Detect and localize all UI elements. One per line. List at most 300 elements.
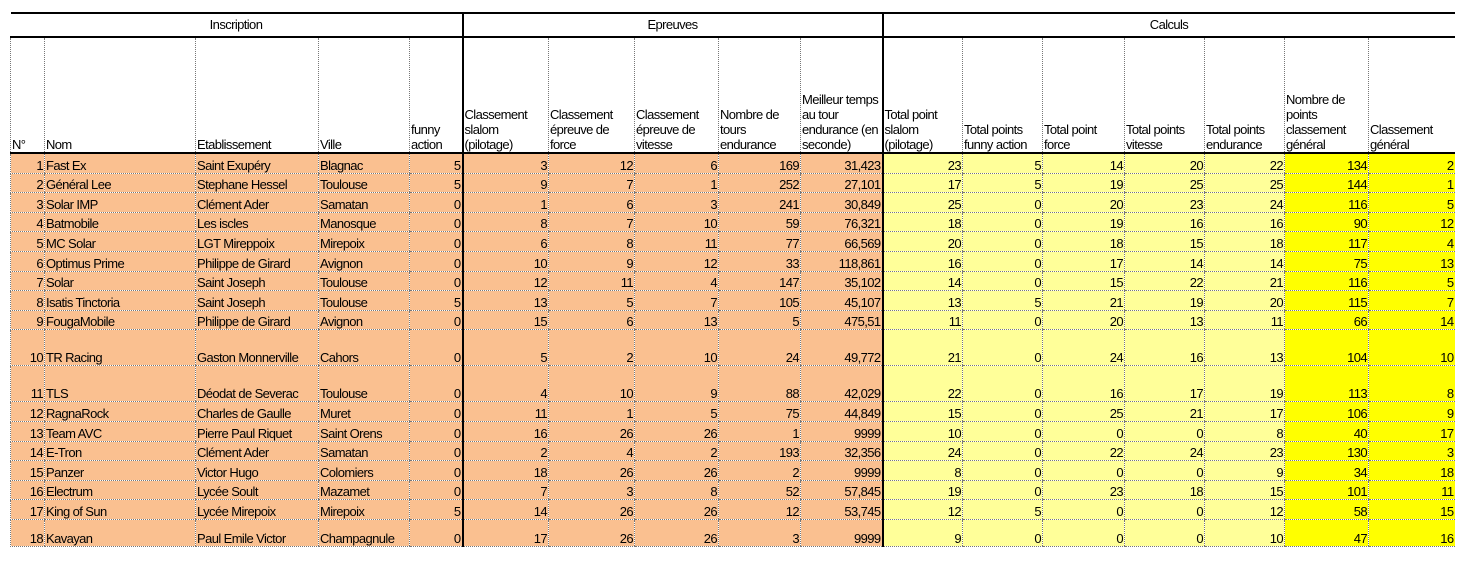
endurance-laps-cell[interactable]: 77 bbox=[719, 232, 801, 252]
speed-points-cell[interactable]: 16 bbox=[1125, 330, 1205, 366]
total-points-cell[interactable]: 66 bbox=[1285, 310, 1369, 330]
team-name-cell[interactable]: Fast Ex bbox=[45, 153, 196, 173]
slalom-points-cell[interactable]: 17 bbox=[883, 173, 963, 193]
speed-points-cell[interactable]: 25 bbox=[1125, 173, 1205, 193]
endurance-laps-cell[interactable]: 75 bbox=[719, 402, 801, 422]
funny-action-points-cell[interactable]: 0 bbox=[963, 193, 1043, 213]
funny-action-points-cell[interactable]: 0 bbox=[963, 461, 1043, 481]
endurance-laps-cell[interactable]: 12 bbox=[719, 500, 801, 520]
force-points-cell[interactable]: 23 bbox=[1043, 480, 1125, 500]
funny-action-cell[interactable]: 0 bbox=[410, 402, 463, 422]
best-lap-time-cell[interactable]: 76,321 bbox=[801, 212, 883, 232]
team-name-cell[interactable]: Panzer bbox=[45, 461, 196, 481]
slalom-rank-cell[interactable]: 15 bbox=[463, 310, 549, 330]
slalom-rank-cell[interactable]: 4 bbox=[463, 366, 549, 402]
speed-rank-cell[interactable]: 9 bbox=[635, 366, 719, 402]
speed-rank-cell[interactable]: 6 bbox=[635, 153, 719, 173]
force-rank-cell[interactable]: 10 bbox=[549, 366, 635, 402]
speed-rank-cell[interactable]: 26 bbox=[635, 461, 719, 481]
speed-rank-cell[interactable]: 10 bbox=[635, 330, 719, 366]
speed-points-cell[interactable]: 23 bbox=[1125, 193, 1205, 213]
total-points-cell[interactable]: 106 bbox=[1285, 402, 1369, 422]
team-name-cell[interactable]: Solar IMP bbox=[45, 193, 196, 213]
best-lap-time-cell[interactable]: 30,849 bbox=[801, 193, 883, 213]
total-points-cell[interactable]: 116 bbox=[1285, 271, 1369, 291]
entry-number-cell[interactable]: 16 bbox=[11, 480, 45, 500]
endurance-points-cell[interactable]: 22 bbox=[1205, 153, 1285, 173]
entry-number-cell[interactable]: 4 bbox=[11, 212, 45, 232]
entry-number-cell[interactable]: 8 bbox=[11, 291, 45, 311]
best-lap-time-cell[interactable]: 45,107 bbox=[801, 291, 883, 311]
funny-action-cell[interactable]: 0 bbox=[410, 310, 463, 330]
speed-points-cell[interactable]: 14 bbox=[1125, 251, 1205, 271]
general-rank-cell[interactable]: 2 bbox=[1369, 153, 1455, 173]
endurance-points-cell[interactable]: 8 bbox=[1205, 421, 1285, 441]
funny-action-points-cell[interactable]: 0 bbox=[963, 421, 1043, 441]
entry-number-cell[interactable]: 9 bbox=[11, 310, 45, 330]
slalom-points-cell[interactable]: 8 bbox=[883, 461, 963, 481]
school-cell[interactable]: Charles de Gaulle bbox=[196, 402, 319, 422]
force-points-cell[interactable]: 0 bbox=[1043, 500, 1125, 520]
city-cell[interactable]: Champagnule bbox=[319, 519, 410, 546]
force-points-cell[interactable]: 24 bbox=[1043, 330, 1125, 366]
slalom-rank-cell[interactable]: 18 bbox=[463, 461, 549, 481]
endurance-laps-cell[interactable]: 1 bbox=[719, 421, 801, 441]
general-rank-cell[interactable]: 4 bbox=[1369, 232, 1455, 252]
endurance-laps-cell[interactable]: 147 bbox=[719, 271, 801, 291]
best-lap-time-cell[interactable]: 27,101 bbox=[801, 173, 883, 193]
force-rank-cell[interactable]: 6 bbox=[549, 310, 635, 330]
total-points-cell[interactable]: 34 bbox=[1285, 461, 1369, 481]
force-rank-cell[interactable]: 5 bbox=[549, 291, 635, 311]
total-points-cell[interactable]: 116 bbox=[1285, 193, 1369, 213]
team-name-cell[interactable]: MC Solar bbox=[45, 232, 196, 252]
best-lap-time-cell[interactable]: 9999 bbox=[801, 461, 883, 481]
force-points-cell[interactable]: 0 bbox=[1043, 421, 1125, 441]
endurance-points-cell[interactable]: 9 bbox=[1205, 461, 1285, 481]
team-name-cell[interactable]: Solar bbox=[45, 271, 196, 291]
speed-rank-cell[interactable]: 1 bbox=[635, 173, 719, 193]
slalom-rank-cell[interactable]: 12 bbox=[463, 271, 549, 291]
slalom-rank-cell[interactable]: 5 bbox=[463, 330, 549, 366]
school-cell[interactable]: Victor Hugo bbox=[196, 461, 319, 481]
funny-action-cell[interactable]: 0 bbox=[410, 441, 463, 461]
speed-rank-cell[interactable]: 3 bbox=[635, 193, 719, 213]
slalom-rank-cell[interactable]: 11 bbox=[463, 402, 549, 422]
entry-number-cell[interactable]: 2 bbox=[11, 173, 45, 193]
city-cell[interactable]: Mazamet bbox=[319, 480, 410, 500]
force-rank-cell[interactable]: 2 bbox=[549, 330, 635, 366]
team-name-cell[interactable]: Kavayan bbox=[45, 519, 196, 546]
entry-number-cell[interactable]: 13 bbox=[11, 421, 45, 441]
funny-action-cell[interactable]: 5 bbox=[410, 500, 463, 520]
funny-action-points-cell[interactable]: 0 bbox=[963, 441, 1043, 461]
funny-action-cell[interactable]: 0 bbox=[410, 421, 463, 441]
slalom-rank-cell[interactable]: 2 bbox=[463, 441, 549, 461]
total-points-cell[interactable]: 47 bbox=[1285, 519, 1369, 546]
speed-points-cell[interactable]: 0 bbox=[1125, 500, 1205, 520]
speed-rank-cell[interactable]: 8 bbox=[635, 480, 719, 500]
general-rank-cell[interactable]: 17 bbox=[1369, 421, 1455, 441]
total-points-cell[interactable]: 40 bbox=[1285, 421, 1369, 441]
slalom-rank-cell[interactable]: 1 bbox=[463, 193, 549, 213]
team-name-cell[interactable]: TR Racing bbox=[45, 330, 196, 366]
force-rank-cell[interactable]: 7 bbox=[549, 173, 635, 193]
endurance-laps-cell[interactable]: 88 bbox=[719, 366, 801, 402]
speed-rank-cell[interactable]: 11 bbox=[635, 232, 719, 252]
endurance-points-cell[interactable]: 20 bbox=[1205, 291, 1285, 311]
force-rank-cell[interactable]: 6 bbox=[549, 193, 635, 213]
best-lap-time-cell[interactable]: 49,772 bbox=[801, 330, 883, 366]
speed-rank-cell[interactable]: 5 bbox=[635, 402, 719, 422]
funny-action-points-cell[interactable]: 5 bbox=[963, 500, 1043, 520]
city-cell[interactable]: Mirepoix bbox=[319, 232, 410, 252]
speed-points-cell[interactable]: 16 bbox=[1125, 212, 1205, 232]
endurance-points-cell[interactable]: 11 bbox=[1205, 310, 1285, 330]
slalom-rank-cell[interactable]: 16 bbox=[463, 421, 549, 441]
funny-action-cell[interactable]: 0 bbox=[410, 330, 463, 366]
force-points-cell[interactable]: 18 bbox=[1043, 232, 1125, 252]
city-cell[interactable]: Cahors bbox=[319, 330, 410, 366]
slalom-rank-cell[interactable]: 8 bbox=[463, 212, 549, 232]
city-cell[interactable]: Toulouse bbox=[319, 291, 410, 311]
school-cell[interactable]: Lycée Soult bbox=[196, 480, 319, 500]
funny-action-points-cell[interactable]: 5 bbox=[963, 291, 1043, 311]
general-rank-cell[interactable]: 5 bbox=[1369, 271, 1455, 291]
total-points-cell[interactable]: 104 bbox=[1285, 330, 1369, 366]
entry-number-cell[interactable]: 10 bbox=[11, 330, 45, 366]
speed-rank-cell[interactable]: 4 bbox=[635, 271, 719, 291]
force-rank-cell[interactable]: 26 bbox=[549, 500, 635, 520]
force-rank-cell[interactable]: 7 bbox=[549, 212, 635, 232]
school-cell[interactable]: Déodat de Severac bbox=[196, 366, 319, 402]
speed-rank-cell[interactable]: 26 bbox=[635, 500, 719, 520]
team-name-cell[interactable]: RagnaRock bbox=[45, 402, 196, 422]
funny-action-cell[interactable]: 0 bbox=[410, 366, 463, 402]
slalom-points-cell[interactable]: 13 bbox=[883, 291, 963, 311]
general-rank-cell[interactable]: 18 bbox=[1369, 461, 1455, 481]
city-cell[interactable]: Mirepoix bbox=[319, 500, 410, 520]
slalom-rank-cell[interactable]: 14 bbox=[463, 500, 549, 520]
general-rank-cell[interactable]: 3 bbox=[1369, 441, 1455, 461]
funny-action-cell[interactable]: 0 bbox=[410, 251, 463, 271]
funny-action-points-cell[interactable]: 0 bbox=[963, 310, 1043, 330]
general-rank-cell[interactable]: 15 bbox=[1369, 500, 1455, 520]
funny-action-cell[interactable]: 0 bbox=[410, 480, 463, 500]
best-lap-time-cell[interactable]: 35,102 bbox=[801, 271, 883, 291]
force-points-cell[interactable]: 0 bbox=[1043, 461, 1125, 481]
endurance-laps-cell[interactable]: 252 bbox=[719, 173, 801, 193]
endurance-laps-cell[interactable]: 24 bbox=[719, 330, 801, 366]
best-lap-time-cell[interactable]: 31,423 bbox=[801, 153, 883, 173]
funny-action-points-cell[interactable]: 0 bbox=[963, 330, 1043, 366]
slalom-points-cell[interactable]: 25 bbox=[883, 193, 963, 213]
total-points-cell[interactable]: 144 bbox=[1285, 173, 1369, 193]
endurance-points-cell[interactable]: 24 bbox=[1205, 193, 1285, 213]
entry-number-cell[interactable]: 18 bbox=[11, 519, 45, 546]
total-points-cell[interactable]: 117 bbox=[1285, 232, 1369, 252]
slalom-points-cell[interactable]: 20 bbox=[883, 232, 963, 252]
force-rank-cell[interactable]: 26 bbox=[549, 461, 635, 481]
funny-action-points-cell[interactable]: 0 bbox=[963, 251, 1043, 271]
school-cell[interactable]: Philippe de Girard bbox=[196, 251, 319, 271]
slalom-rank-cell[interactable]: 17 bbox=[463, 519, 549, 546]
city-cell[interactable]: Avignon bbox=[319, 251, 410, 271]
slalom-points-cell[interactable]: 15 bbox=[883, 402, 963, 422]
force-rank-cell[interactable]: 26 bbox=[549, 421, 635, 441]
entry-number-cell[interactable]: 3 bbox=[11, 193, 45, 213]
endurance-points-cell[interactable]: 25 bbox=[1205, 173, 1285, 193]
slalom-points-cell[interactable]: 23 bbox=[883, 153, 963, 173]
slalom-points-cell[interactable]: 12 bbox=[883, 500, 963, 520]
speed-points-cell[interactable]: 15 bbox=[1125, 232, 1205, 252]
speed-rank-cell[interactable]: 10 bbox=[635, 212, 719, 232]
force-points-cell[interactable]: 14 bbox=[1043, 153, 1125, 173]
general-rank-cell[interactable]: 14 bbox=[1369, 310, 1455, 330]
total-points-cell[interactable]: 90 bbox=[1285, 212, 1369, 232]
speed-points-cell[interactable]: 19 bbox=[1125, 291, 1205, 311]
team-name-cell[interactable]: Général Lee bbox=[45, 173, 196, 193]
funny-action-points-cell[interactable]: 0 bbox=[963, 402, 1043, 422]
speed-points-cell[interactable]: 21 bbox=[1125, 402, 1205, 422]
best-lap-time-cell[interactable]: 42,029 bbox=[801, 366, 883, 402]
force-rank-cell[interactable]: 4 bbox=[549, 441, 635, 461]
speed-rank-cell[interactable]: 12 bbox=[635, 251, 719, 271]
funny-action-cell[interactable]: 0 bbox=[410, 461, 463, 481]
speed-points-cell[interactable]: 18 bbox=[1125, 480, 1205, 500]
force-rank-cell[interactable]: 3 bbox=[549, 480, 635, 500]
city-cell[interactable]: Avignon bbox=[319, 310, 410, 330]
best-lap-time-cell[interactable]: 475,51 bbox=[801, 310, 883, 330]
general-rank-cell[interactable]: 9 bbox=[1369, 402, 1455, 422]
slalom-rank-cell[interactable]: 9 bbox=[463, 173, 549, 193]
best-lap-time-cell[interactable]: 44,849 bbox=[801, 402, 883, 422]
team-name-cell[interactable]: Isatis Tinctoria bbox=[45, 291, 196, 311]
city-cell[interactable]: Samatan bbox=[319, 441, 410, 461]
general-rank-cell[interactable]: 12 bbox=[1369, 212, 1455, 232]
team-name-cell[interactable]: King of Sun bbox=[45, 500, 196, 520]
funny-action-cell[interactable]: 0 bbox=[410, 212, 463, 232]
city-cell[interactable]: Toulouse bbox=[319, 271, 410, 291]
endurance-laps-cell[interactable]: 241 bbox=[719, 193, 801, 213]
general-rank-cell[interactable]: 7 bbox=[1369, 291, 1455, 311]
team-name-cell[interactable]: Electrum bbox=[45, 480, 196, 500]
force-points-cell[interactable]: 15 bbox=[1043, 271, 1125, 291]
speed-points-cell[interactable]: 13 bbox=[1125, 310, 1205, 330]
endurance-points-cell[interactable]: 14 bbox=[1205, 251, 1285, 271]
funny-action-points-cell[interactable]: 0 bbox=[963, 271, 1043, 291]
force-rank-cell[interactable]: 8 bbox=[549, 232, 635, 252]
endurance-laps-cell[interactable]: 33 bbox=[719, 251, 801, 271]
best-lap-time-cell[interactable]: 9999 bbox=[801, 519, 883, 546]
force-rank-cell[interactable]: 12 bbox=[549, 153, 635, 173]
best-lap-time-cell[interactable]: 9999 bbox=[801, 421, 883, 441]
endurance-points-cell[interactable]: 16 bbox=[1205, 212, 1285, 232]
city-cell[interactable]: Samatan bbox=[319, 193, 410, 213]
funny-action-points-cell[interactable]: 5 bbox=[963, 173, 1043, 193]
entry-number-cell[interactable]: 1 bbox=[11, 153, 45, 173]
school-cell[interactable]: Gaston Monnerville bbox=[196, 330, 319, 366]
school-cell[interactable]: Clément Ader bbox=[196, 193, 319, 213]
slalom-rank-cell[interactable]: 6 bbox=[463, 232, 549, 252]
force-points-cell[interactable]: 25 bbox=[1043, 402, 1125, 422]
slalom-points-cell[interactable]: 22 bbox=[883, 366, 963, 402]
school-cell[interactable]: LGT Mireppoix bbox=[196, 232, 319, 252]
slalom-rank-cell[interactable]: 13 bbox=[463, 291, 549, 311]
general-rank-cell[interactable]: 5 bbox=[1369, 193, 1455, 213]
general-rank-cell[interactable]: 10 bbox=[1369, 330, 1455, 366]
force-points-cell[interactable]: 16 bbox=[1043, 366, 1125, 402]
school-cell[interactable]: Philippe de Girard bbox=[196, 310, 319, 330]
funny-action-points-cell[interactable]: 0 bbox=[963, 232, 1043, 252]
entry-number-cell[interactable]: 11 bbox=[11, 366, 45, 402]
force-points-cell[interactable]: 20 bbox=[1043, 310, 1125, 330]
endurance-points-cell[interactable]: 23 bbox=[1205, 441, 1285, 461]
school-cell[interactable]: Lycée Mirepoix bbox=[196, 500, 319, 520]
city-cell[interactable]: Blagnac bbox=[319, 153, 410, 173]
endurance-laps-cell[interactable]: 2 bbox=[719, 461, 801, 481]
school-cell[interactable]: Saint Joseph bbox=[196, 291, 319, 311]
force-rank-cell[interactable]: 9 bbox=[549, 251, 635, 271]
speed-points-cell[interactable]: 22 bbox=[1125, 271, 1205, 291]
city-cell[interactable]: Toulouse bbox=[319, 366, 410, 402]
slalom-points-cell[interactable]: 19 bbox=[883, 480, 963, 500]
force-points-cell[interactable]: 21 bbox=[1043, 291, 1125, 311]
school-cell[interactable]: Les iscles bbox=[196, 212, 319, 232]
team-name-cell[interactable]: TLS bbox=[45, 366, 196, 402]
speed-rank-cell[interactable]: 13 bbox=[635, 310, 719, 330]
funny-action-points-cell[interactable]: 0 bbox=[963, 366, 1043, 402]
best-lap-time-cell[interactable]: 118,861 bbox=[801, 251, 883, 271]
funny-action-cell[interactable]: 5 bbox=[410, 173, 463, 193]
force-points-cell[interactable]: 20 bbox=[1043, 193, 1125, 213]
endurance-points-cell[interactable]: 13 bbox=[1205, 330, 1285, 366]
city-cell[interactable]: Muret bbox=[319, 402, 410, 422]
school-cell[interactable]: Clément Ader bbox=[196, 441, 319, 461]
team-name-cell[interactable]: E-Tron bbox=[45, 441, 196, 461]
speed-points-cell[interactable]: 0 bbox=[1125, 421, 1205, 441]
general-rank-cell[interactable]: 1 bbox=[1369, 173, 1455, 193]
entry-number-cell[interactable]: 12 bbox=[11, 402, 45, 422]
best-lap-time-cell[interactable]: 32,356 bbox=[801, 441, 883, 461]
slalom-points-cell[interactable]: 18 bbox=[883, 212, 963, 232]
general-rank-cell[interactable]: 16 bbox=[1369, 519, 1455, 546]
endurance-laps-cell[interactable]: 169 bbox=[719, 153, 801, 173]
slalom-rank-cell[interactable]: 10 bbox=[463, 251, 549, 271]
slalom-points-cell[interactable]: 21 bbox=[883, 330, 963, 366]
city-cell[interactable]: Saint Orens bbox=[319, 421, 410, 441]
force-points-cell[interactable]: 22 bbox=[1043, 441, 1125, 461]
city-cell[interactable]: Manosque bbox=[319, 212, 410, 232]
funny-action-cell[interactable]: 5 bbox=[410, 291, 463, 311]
city-cell[interactable]: Toulouse bbox=[319, 173, 410, 193]
endurance-laps-cell[interactable]: 5 bbox=[719, 310, 801, 330]
best-lap-time-cell[interactable]: 57,845 bbox=[801, 480, 883, 500]
total-points-cell[interactable]: 134 bbox=[1285, 153, 1369, 173]
school-cell[interactable]: Pierre Paul Riquet bbox=[196, 421, 319, 441]
endurance-laps-cell[interactable]: 59 bbox=[719, 212, 801, 232]
endurance-laps-cell[interactable]: 193 bbox=[719, 441, 801, 461]
general-rank-cell[interactable]: 13 bbox=[1369, 251, 1455, 271]
force-rank-cell[interactable]: 1 bbox=[549, 402, 635, 422]
entry-number-cell[interactable]: 14 bbox=[11, 441, 45, 461]
endurance-points-cell[interactable]: 21 bbox=[1205, 271, 1285, 291]
slalom-points-cell[interactable]: 24 bbox=[883, 441, 963, 461]
general-rank-cell[interactable]: 11 bbox=[1369, 480, 1455, 500]
slalom-points-cell[interactable]: 16 bbox=[883, 251, 963, 271]
entry-number-cell[interactable]: 7 bbox=[11, 271, 45, 291]
speed-points-cell[interactable]: 0 bbox=[1125, 461, 1205, 481]
speed-rank-cell[interactable]: 2 bbox=[635, 441, 719, 461]
school-cell[interactable]: Saint Exupéry bbox=[196, 153, 319, 173]
funny-action-cell[interactable]: 0 bbox=[410, 232, 463, 252]
speed-rank-cell[interactable]: 7 bbox=[635, 291, 719, 311]
force-points-cell[interactable]: 17 bbox=[1043, 251, 1125, 271]
funny-action-points-cell[interactable]: 0 bbox=[963, 519, 1043, 546]
slalom-points-cell[interactable]: 14 bbox=[883, 271, 963, 291]
speed-points-cell[interactable]: 20 bbox=[1125, 153, 1205, 173]
total-points-cell[interactable]: 101 bbox=[1285, 480, 1369, 500]
entry-number-cell[interactable]: 5 bbox=[11, 232, 45, 252]
endurance-laps-cell[interactable]: 52 bbox=[719, 480, 801, 500]
speed-rank-cell[interactable]: 26 bbox=[635, 519, 719, 546]
school-cell[interactable]: Paul Emile Victor bbox=[196, 519, 319, 546]
team-name-cell[interactable]: Batmobile bbox=[45, 212, 196, 232]
speed-points-cell[interactable]: 24 bbox=[1125, 441, 1205, 461]
funny-action-points-cell[interactable]: 5 bbox=[963, 153, 1043, 173]
total-points-cell[interactable]: 115 bbox=[1285, 291, 1369, 311]
endurance-points-cell[interactable]: 17 bbox=[1205, 402, 1285, 422]
endurance-points-cell[interactable]: 12 bbox=[1205, 500, 1285, 520]
slalom-points-cell[interactable]: 10 bbox=[883, 421, 963, 441]
team-name-cell[interactable]: Optimus Prime bbox=[45, 251, 196, 271]
funny-action-cell[interactable]: 0 bbox=[410, 519, 463, 546]
total-points-cell[interactable]: 58 bbox=[1285, 500, 1369, 520]
general-rank-cell[interactable]: 8 bbox=[1369, 366, 1455, 402]
endurance-points-cell[interactable]: 10 bbox=[1205, 519, 1285, 546]
funny-action-points-cell[interactable]: 0 bbox=[963, 480, 1043, 500]
school-cell[interactable]: Saint Joseph bbox=[196, 271, 319, 291]
entry-number-cell[interactable]: 15 bbox=[11, 461, 45, 481]
best-lap-time-cell[interactable]: 53,745 bbox=[801, 500, 883, 520]
total-points-cell[interactable]: 113 bbox=[1285, 366, 1369, 402]
endurance-points-cell[interactable]: 15 bbox=[1205, 480, 1285, 500]
slalom-points-cell[interactable]: 11 bbox=[883, 310, 963, 330]
funny-action-points-cell[interactable]: 0 bbox=[963, 212, 1043, 232]
city-cell[interactable]: Colomiers bbox=[319, 461, 410, 481]
force-points-cell[interactable]: 19 bbox=[1043, 173, 1125, 193]
slalom-rank-cell[interactable]: 7 bbox=[463, 480, 549, 500]
endurance-points-cell[interactable]: 19 bbox=[1205, 366, 1285, 402]
force-rank-cell[interactable]: 26 bbox=[549, 519, 635, 546]
school-cell[interactable]: Stephane Hessel bbox=[196, 173, 319, 193]
endurance-laps-cell[interactable]: 3 bbox=[719, 519, 801, 546]
funny-action-cell[interactable]: 0 bbox=[410, 271, 463, 291]
force-points-cell[interactable]: 0 bbox=[1043, 519, 1125, 546]
endurance-laps-cell[interactable]: 105 bbox=[719, 291, 801, 311]
speed-points-cell[interactable]: 0 bbox=[1125, 519, 1205, 546]
best-lap-time-cell[interactable]: 66,569 bbox=[801, 232, 883, 252]
entry-number-cell[interactable]: 6 bbox=[11, 251, 45, 271]
team-name-cell[interactable]: Team AVC bbox=[45, 421, 196, 441]
funny-action-cell[interactable]: 0 bbox=[410, 193, 463, 213]
total-points-cell[interactable]: 75 bbox=[1285, 251, 1369, 271]
speed-points-cell[interactable]: 17 bbox=[1125, 366, 1205, 402]
force-rank-cell[interactable]: 11 bbox=[549, 271, 635, 291]
force-points-cell[interactable]: 19 bbox=[1043, 212, 1125, 232]
slalom-rank-cell[interactable]: 3 bbox=[463, 153, 549, 173]
entry-number-cell[interactable]: 17 bbox=[11, 500, 45, 520]
